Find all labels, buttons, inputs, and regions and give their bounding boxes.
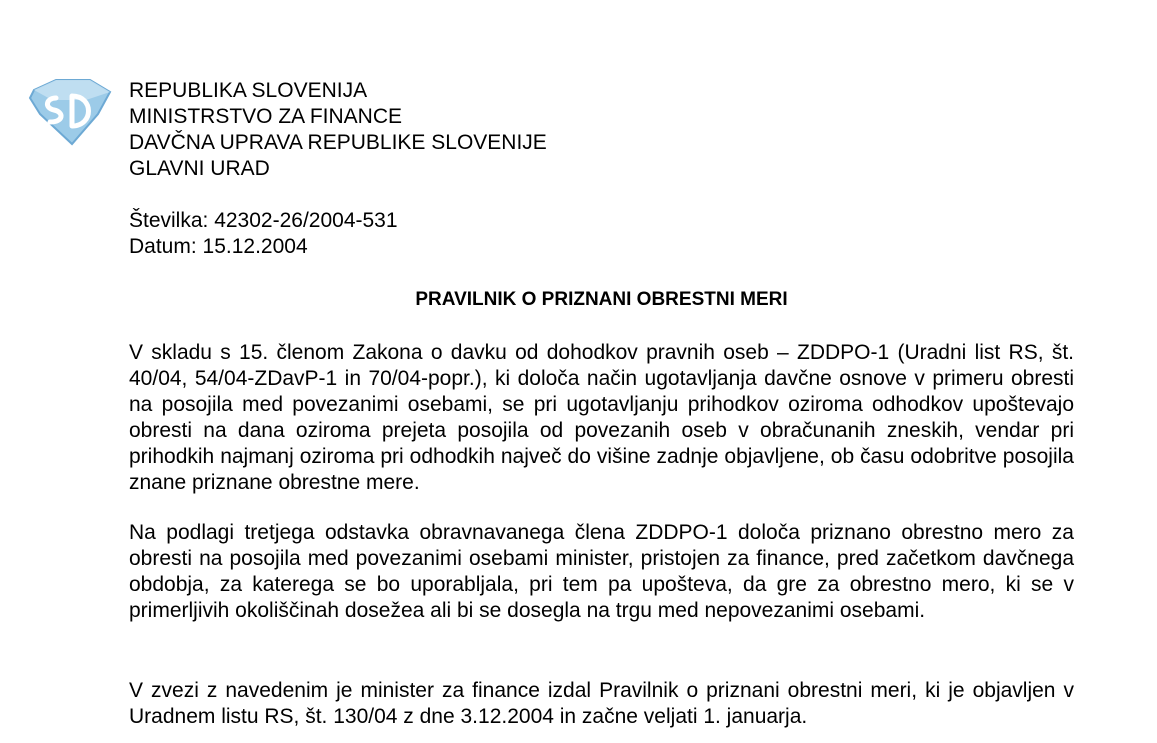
document-title: PRAVILNIK O PRIZNANI OBRESTNI MERI	[415, 289, 788, 310]
paragraph-2: Na podlagi tretjega odstavka obravnavanega člena ZDDPO-1 določa priznano obrestno mero za obresti na posojila med povezanimi osebami minister, pristojen za finance, pred začetkom davčnega obdobja, za katerega se bo uporabljala, pri tem pa upošteva, da gre za obrestno mero, ki se v primerljivih okoliščinah dosežea ali bi se dosegla na trgu med nepovezanimi osebami.	[129, 521, 1074, 622]
header-republic: REPUBLIKA SLOVENIJA	[129, 79, 368, 102]
document-date: Datum: 15.12.2004	[129, 235, 308, 258]
document-meta	[129, 208, 398, 260]
paragraph-3: V zvezi z navedenim je minister za finance izdal Pravilnik o priznani obrestni meri, ki je objavljen v Uradnem listu RS, št. 130/04 z dne 3.12.2004 in začne veljati 1. januarja.	[129, 679, 1074, 728]
durs-logo-icon	[28, 78, 114, 148]
header-ministry: MINISTRSTVO ZA FINANCE	[129, 105, 403, 128]
header-tax-administration: DAVČNA UPRAVA REPUBLIKE SLOVENIJE	[129, 131, 547, 154]
header-main-office: GLAVNI URAD	[129, 157, 270, 180]
institution-header	[129, 78, 547, 182]
document-number: Številka: 42302-26/2004-531	[129, 209, 398, 232]
paragraph-1: V skladu s 15. členom Zakona o davku od dohodkov pravnih oseb – ZDDPO-1 (Uradni list RS, št. 40/04, 54/04-ZDavP-1 in 70/04-popr.), ki določa način ugotavljanja davčne osnove v primeru obresti na posojila med povezanimi osebami, se pri ugotavljanju prihodkov oziroma odhodkov upoštevajo obresti na dana oziroma prejeta posojila od povezanih oseb v obračunanih zneskih, vendar pri prihodkih najmanj oziroma pri odhodkih največ do višine zadnje objavljene, ob času odobritve posojila znane priznane obrestne mere.	[129, 341, 1074, 494]
